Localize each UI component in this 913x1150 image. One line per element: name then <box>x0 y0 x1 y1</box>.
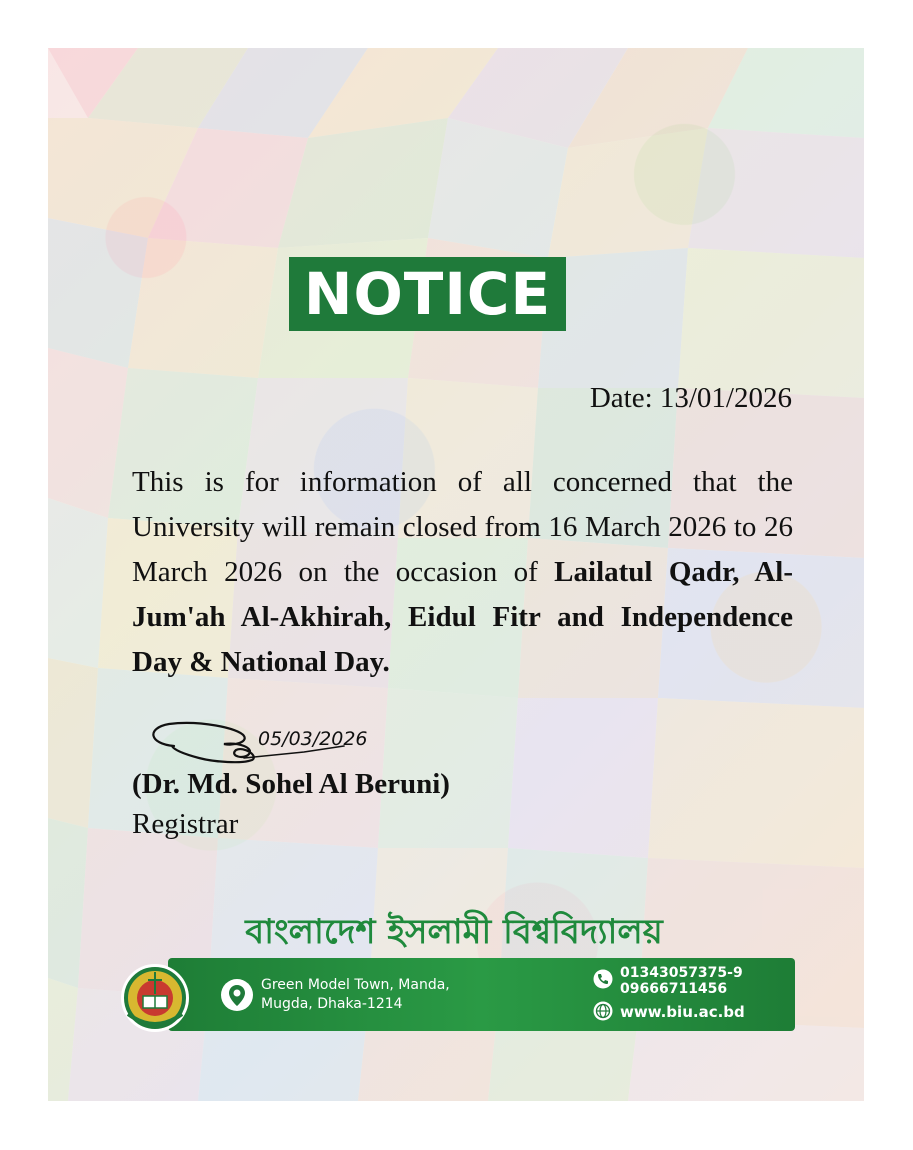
globe-icon <box>593 1001 613 1021</box>
notice-heading: NOTICE <box>289 257 566 331</box>
signer-title: Registrar <box>132 808 239 840</box>
address-line-2: Mugda, Dhaka-1214 <box>261 996 403 1012</box>
university-logo <box>118 954 192 1034</box>
phone-icon <box>593 969 613 989</box>
notice-date: Date: 13/01/2026 <box>589 382 792 414</box>
notice-body-occasions: Lailatul Qadr, Al-Jum'ah Al-Akhirah, Eidul Fitr and Independence Day & National Day. <box>132 556 793 678</box>
location-pin-icon <box>220 978 254 1012</box>
phone-number-2: 09666711456 <box>620 981 728 997</box>
footer-phones <box>620 965 743 997</box>
notice-page <box>48 48 864 1101</box>
phone-number-1: 01343057375-9 <box>620 965 743 981</box>
footer-address <box>261 976 450 1014</box>
signer-name: (Dr. Md. Sohel Al Beruni) <box>132 768 450 800</box>
signature-date: 05/03/2026 <box>258 728 368 750</box>
university-name-bangla: বাংলাদেশ ইসলামী বিশ্ববিদ্যালয় <box>245 912 663 952</box>
footer-website: www.biu.ac.bd <box>620 1003 745 1021</box>
address-line-1: Green Model Town, Manda, <box>261 977 450 993</box>
notice-body-intro: This is for information of all concerned that the University will remain closed from 16 March 2026 to 26 March 2026 on the occasion of <box>132 466 793 588</box>
notice-body <box>132 460 793 685</box>
